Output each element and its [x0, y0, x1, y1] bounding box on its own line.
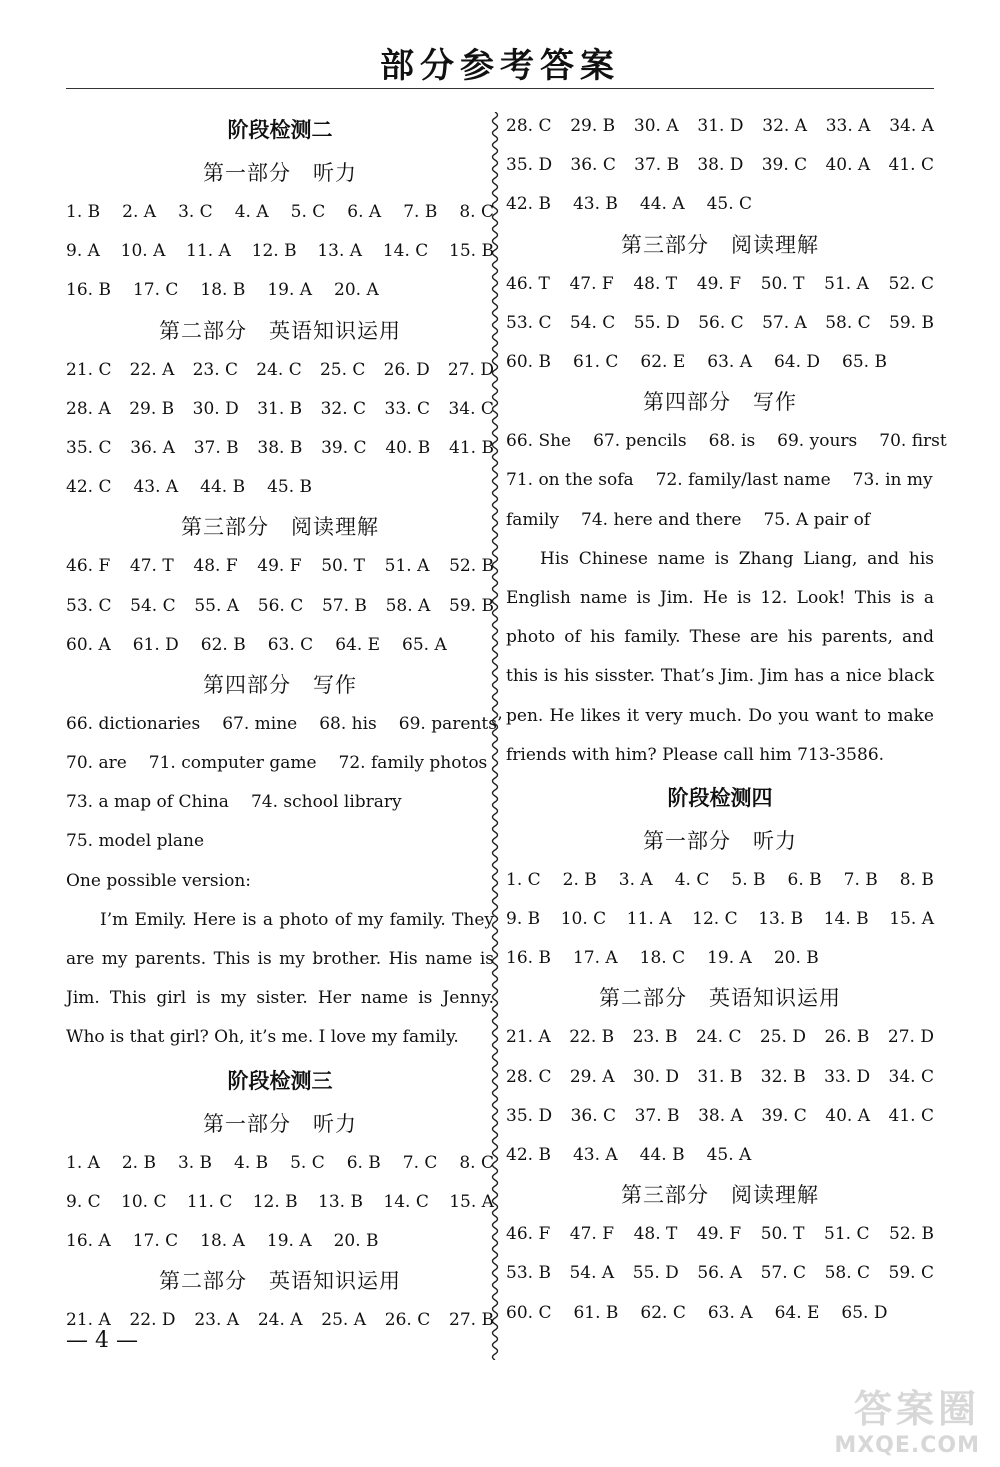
answer-item: 53. C — [66, 595, 112, 616]
answer-item: 1. A — [66, 1152, 100, 1173]
answer-item: 12. B — [251, 241, 297, 262]
answer-item: 58. C — [824, 1263, 871, 1284]
answer-item: 23. B — [632, 1027, 678, 1048]
answer-item: 36. C — [570, 1105, 617, 1126]
answer-item: 45. A — [706, 1145, 752, 1166]
answer-item: 38. D — [697, 155, 744, 176]
answer-item: 35. D — [506, 1105, 553, 1126]
answer-item: 20. B — [333, 1231, 379, 1252]
answer-item: 2. B — [562, 869, 597, 890]
answer-row — [66, 1222, 494, 1261]
answer-item: 65. D — [841, 1302, 888, 1323]
answer-item: 55. A — [194, 595, 240, 616]
answer-item: 11. A — [626, 909, 672, 930]
answer-item: 3. B — [177, 1152, 213, 1173]
answer-item: 19. A — [266, 1231, 312, 1252]
answer-item: 67. pencils — [593, 431, 687, 452]
answer-item: 62. E — [640, 351, 686, 372]
answer-row — [66, 232, 494, 271]
answer-row — [506, 1058, 934, 1097]
answer-item: 3. C — [178, 202, 213, 222]
answer-item: 30. D — [192, 398, 239, 419]
answer-item: 55. D — [633, 312, 680, 333]
answer-item: 40. A — [825, 1105, 871, 1126]
answer-row — [66, 822, 494, 861]
watermark-logo — [810, 1378, 980, 1463]
answer-item: 24. A — [257, 1310, 303, 1331]
answer-item: 28. C — [506, 1066, 552, 1087]
answer-item: 17. C — [132, 1231, 179, 1252]
answer-row — [66, 705, 503, 744]
answer-item: 40. A — [825, 155, 871, 176]
answer-item: 56. C — [698, 312, 744, 333]
answer-item: 32. A — [762, 116, 807, 136]
answer-item: 38. A — [698, 1105, 743, 1126]
answer-item: 42. B — [506, 1145, 551, 1166]
answer-item: 42. C — [66, 477, 112, 498]
answer-row — [66, 587, 494, 626]
answer-item: 55. D — [632, 1263, 679, 1284]
answer-item: 34. C — [888, 1066, 934, 1087]
answer-item: 56. A — [697, 1263, 743, 1284]
answer-row — [506, 1215, 934, 1254]
answer-item: 31. D — [697, 116, 744, 136]
answer-item: 39. C — [321, 437, 367, 458]
answer-item: 1. B — [66, 202, 101, 222]
answer-item: 26. D — [383, 359, 430, 380]
answer-item: 15. A — [449, 1191, 494, 1212]
answer-item: 46. F — [506, 1224, 551, 1245]
part-title-reading: 第三部分 阅读理解 — [621, 232, 819, 257]
answer-item: family — [506, 509, 560, 530]
answer-row — [506, 422, 947, 461]
answer-row — [66, 193, 494, 232]
answer-item: 45. B — [267, 477, 313, 498]
answer-item: 73. in my — [852, 470, 933, 491]
answer-item: 44. A — [639, 194, 685, 215]
answer-item: 10. A — [120, 241, 166, 262]
answer-item: 59. C — [888, 1263, 934, 1284]
answer-item: 68. is — [708, 431, 756, 452]
answer-item: 75. model plane — [66, 831, 205, 852]
answer-item: 12. C — [692, 909, 738, 930]
answer-item: 20. A — [334, 280, 379, 301]
answer-item: 11. C — [186, 1191, 233, 1212]
answer-item: 32. C — [320, 398, 367, 419]
answer-item: 63. A — [707, 1302, 753, 1323]
answer-item: 18. C — [639, 948, 686, 969]
answer-item: 53. C — [506, 312, 552, 333]
answer-item: 3. A — [618, 869, 653, 890]
answer-item: 60. B — [506, 351, 551, 372]
answer-item: 48. T — [633, 273, 678, 294]
answer-item: 2. B — [121, 1152, 156, 1173]
answer-item: 4. A — [234, 202, 269, 222]
answer-row — [506, 1097, 934, 1136]
answer-item: 9. B — [506, 909, 541, 930]
part-title-reading: 第三部分 阅读理解 — [621, 1183, 819, 1208]
answer-item: 41. C — [888, 155, 934, 176]
answer-item: 54. C — [569, 312, 616, 333]
answer-item: 61. D — [132, 634, 179, 655]
answer-item: 6. B — [346, 1152, 381, 1173]
answer-item: 15. A — [889, 909, 934, 930]
title-rule — [66, 88, 934, 89]
answer-item: 43. B — [572, 194, 618, 215]
answer-item: 33. C — [384, 398, 430, 419]
answer-item: 40. B — [385, 437, 431, 458]
answer-item: 39. C — [761, 1105, 807, 1126]
answer-item: 27. D — [887, 1027, 934, 1048]
answer-item: 57. B — [321, 595, 367, 616]
answer-item: 29. A — [569, 1066, 615, 1087]
answer-item: 52. C — [888, 273, 934, 294]
answer-item: 56. C — [257, 595, 304, 616]
answer-row — [66, 468, 494, 507]
part-title-language-use: 第二部分 英语知识运用 — [159, 318, 401, 343]
answer-item: 7. C — [402, 1152, 438, 1173]
answer-item: 19. A — [267, 280, 313, 301]
answer-item: 41. B — [449, 437, 494, 458]
answer-item: 33. A — [825, 116, 871, 136]
answer-row — [506, 939, 934, 978]
answer-item: 13. B — [318, 1191, 363, 1212]
answer-item: 19. A — [707, 948, 752, 969]
answer-item: 65. B — [842, 351, 887, 372]
answer-item: 27. B — [449, 1310, 494, 1331]
answer-item: 65. A — [402, 634, 447, 655]
answer-item: 9. A — [66, 241, 100, 262]
answer-item: 54. C — [130, 595, 176, 616]
answer-item: 22. D — [129, 1310, 176, 1331]
answer-item: 14. B — [823, 909, 869, 930]
answer-item: 64. E — [774, 1302, 820, 1323]
answer-item: 48. T — [633, 1224, 678, 1245]
answer-row — [506, 1136, 934, 1175]
answer-item: 70. are — [66, 753, 127, 774]
left-column — [66, 107, 503, 1340]
part-title-language-use: 第二部分 英语知识运用 — [159, 1269, 401, 1294]
answer-row — [506, 900, 934, 939]
answer-row — [506, 304, 934, 343]
answer-item: 57. A — [762, 312, 807, 333]
answer-item: 46. F — [66, 556, 111, 577]
answer-item: 7. B — [403, 202, 438, 222]
answer-item: 51. A — [824, 273, 869, 294]
answer-item: 5. C — [290, 202, 326, 222]
answer-item: 43. A — [133, 477, 179, 498]
answer-item: 75. A pair of — [763, 509, 871, 530]
answer-row — [66, 390, 494, 429]
answer-item: 31. B — [697, 1066, 743, 1087]
part-title-listening: 第一部分 听力 — [643, 828, 797, 853]
answer-item: 35. C — [66, 437, 112, 458]
answer-item: 21. C — [66, 359, 112, 380]
answer-row — [66, 351, 494, 390]
answer-row — [506, 185, 934, 224]
answer-item: 43. A — [572, 1145, 618, 1166]
answer-item: 62. C — [640, 1302, 686, 1323]
answer-item: 34. A — [889, 116, 934, 136]
answer-item: 44. B — [200, 477, 246, 498]
answer-item: 28. A — [66, 398, 111, 419]
answer-item: 52. B — [449, 556, 494, 577]
answer-item: 10. C — [560, 909, 607, 930]
answer-item: 47. T — [129, 556, 174, 577]
answer-item: 59. B — [449, 595, 494, 616]
answer-item: 14. C — [382, 241, 429, 262]
section-title-stage-4: 阶段检测四 — [667, 785, 773, 810]
answer-row — [66, 1144, 494, 1183]
answer-item: 39. C — [761, 155, 808, 176]
answer-item: 26. C — [384, 1310, 431, 1331]
answer-row — [506, 343, 934, 382]
answer-item: 4. B — [234, 1152, 269, 1173]
watermark-url: MXQE.COM — [834, 1433, 980, 1458]
answer-item: 63. C — [267, 634, 314, 655]
answer-item: 2. A — [122, 202, 157, 222]
answer-item: 49. F — [257, 556, 302, 577]
answer-item: 17. C — [132, 280, 179, 301]
answer-item: 12. B — [252, 1191, 298, 1212]
answer-item: 53. B — [506, 1263, 551, 1284]
answer-item: 16. A — [66, 1231, 111, 1252]
answer-item: 47. F — [569, 1224, 615, 1245]
answer-item: 8. C — [459, 202, 494, 222]
answer-row — [506, 265, 934, 304]
answer-item: 50. T — [760, 1224, 805, 1245]
answer-item: 21. A — [506, 1027, 551, 1048]
answer-item: 6. B — [787, 869, 822, 890]
answer-item: 15. B — [449, 241, 494, 262]
answer-item: 25. C — [319, 359, 366, 380]
answer-item: 4. C — [674, 869, 710, 890]
answer-item: 66. She — [506, 431, 572, 452]
answer-item: 5. C — [290, 1152, 325, 1173]
answer-item: 69. parents’ — [398, 713, 503, 734]
answer-item: 30. D — [632, 1066, 680, 1087]
answer-row — [66, 271, 494, 310]
answer-item: 50. T — [760, 273, 805, 294]
answer-item: 22. A — [129, 359, 175, 380]
answer-item: 61. C — [572, 351, 619, 372]
answer-item: 49. F — [696, 273, 742, 294]
answer-item: 14. C — [383, 1191, 429, 1212]
answer-row — [506, 146, 934, 185]
answer-item: 23. A — [194, 1310, 240, 1331]
answer-item: 72. family/last name — [655, 470, 831, 491]
answer-item: 74. here and there — [581, 509, 742, 530]
answer-item: 38. B — [257, 437, 303, 458]
answer-item: 73. a map of China — [66, 792, 229, 813]
answer-item: 60. A — [66, 634, 111, 655]
answer-item: 64. D — [773, 351, 821, 372]
answer-item: 59. B — [889, 312, 934, 333]
answer-item: 21. A — [66, 1310, 111, 1331]
answer-row — [66, 547, 494, 586]
answer-item: 71. computer game — [148, 753, 317, 774]
answer-item: 8. B — [899, 869, 934, 890]
answer-row — [506, 1294, 934, 1333]
answer-item: 72. family photos — [338, 753, 488, 774]
answer-row — [506, 1254, 934, 1293]
answer-row — [506, 461, 934, 500]
answer-item: 29. B — [129, 398, 175, 419]
page-number: — 4 — — [66, 1328, 138, 1353]
answer-item: 51. A — [384, 556, 430, 577]
answer-item: 62. B — [200, 634, 246, 655]
answer-row — [66, 744, 494, 783]
answer-row — [66, 626, 494, 665]
page-title: 部分参考答案 — [380, 46, 620, 86]
answer-item: 17. A — [572, 948, 618, 969]
answer-item: 42. B — [506, 194, 551, 215]
answer-item: 46. T — [506, 273, 550, 294]
answer-item: 58. C — [825, 312, 871, 333]
answer-item: 57. C — [760, 1263, 807, 1284]
right-column — [506, 107, 947, 1333]
answer-item: 22. B — [569, 1027, 615, 1048]
answer-item: 6. A — [347, 202, 382, 222]
answer-item: 58. A — [385, 595, 431, 616]
answer-row — [506, 107, 934, 146]
answer-item: 69. yours — [777, 431, 858, 452]
answer-item: 30. A — [633, 116, 679, 136]
answer-item: 24. C — [696, 1027, 742, 1048]
answer-item: 67. mine — [222, 713, 298, 734]
part-title-language-use: 第二部分 英语知识运用 — [599, 986, 841, 1011]
answer-item: 64. E — [335, 634, 381, 655]
answer-item: 37. B — [193, 437, 239, 458]
answer-item: 5. B — [731, 869, 766, 890]
answer-item: 68. his — [319, 713, 377, 734]
sample-essay: I’m Emily. Here is a photo of my family. They are my parents. This is my brother. His name is Jim. This girl is my sister. Her name is Jenny. Who is that girl? Oh, it’s me. I love my family. — [66, 909, 494, 1048]
answer-row — [66, 429, 494, 468]
answer-item: 71. on the sofa — [506, 470, 634, 491]
answer-item: 13. A — [317, 241, 363, 262]
part-title-writing: 第四部分 写作 — [203, 672, 357, 697]
answer-item: 18. A — [200, 1231, 245, 1252]
answer-item: 51. C — [824, 1224, 870, 1245]
answer-item: 47. F — [569, 273, 614, 294]
answer-item: 41. C — [888, 1105, 934, 1126]
sample-essay: His Chinese name is Zhang Liang, and his English name is Jim. He is 12. Look! This is a photo of his family. These are his parents, and this is his sisster. That’s Jim. Jim has a nice black pen. He likes it very much. Do you want to make friends with him? Please call him 713-3586. — [506, 548, 934, 765]
answer-item: 37. B — [634, 155, 680, 176]
answer-item: 29. B — [570, 116, 616, 136]
answer-item: 37. B — [634, 1105, 680, 1126]
answer-item: 23. C — [192, 359, 239, 380]
answer-item: 70. first — [879, 431, 947, 452]
answer-item: 35. D — [506, 155, 553, 176]
answer-item: 36. C — [570, 155, 616, 176]
answer-item: 34. C — [448, 398, 494, 419]
answer-item: 45. C — [706, 194, 753, 215]
answer-item: 28. C — [506, 116, 552, 136]
answer-item: 49. F — [696, 1224, 742, 1245]
answer-item: 48. F — [193, 556, 238, 577]
answer-row — [66, 1183, 494, 1222]
answer-item: 7. B — [843, 869, 878, 890]
answer-item: 25. A — [321, 1310, 367, 1331]
answer-item: 10. C — [121, 1191, 167, 1212]
answer-item: 33. D — [824, 1066, 871, 1087]
answer-item: 26. B — [824, 1027, 870, 1048]
answer-item: 50. T — [321, 556, 365, 577]
answer-item: 60. C — [506, 1302, 552, 1323]
answer-item: 20. B — [773, 948, 819, 969]
answer-item: 16. B — [66, 280, 111, 301]
answer-item: 36. A — [130, 437, 175, 458]
answer-item: 9. C — [66, 1191, 101, 1212]
answer-item: 16. B — [506, 948, 551, 969]
answer-item: 44. B — [639, 1145, 685, 1166]
part-title-writing: 第四部分 写作 — [643, 390, 797, 415]
watermark-text: 答案圈 — [853, 1387, 980, 1431]
answer-row — [506, 861, 934, 900]
answer-item: 27. D — [447, 359, 494, 380]
answer-item: 31. B — [257, 398, 303, 419]
version-label: One possible version: — [66, 870, 251, 891]
answer-item: 52. B — [889, 1224, 934, 1245]
section-title-stage-2: 阶段检测二 — [227, 118, 333, 142]
answer-item: 1. C — [506, 869, 541, 890]
answer-item: 11. A — [186, 241, 231, 262]
answer-item: 25. D — [759, 1027, 806, 1048]
answer-item: 61. B — [573, 1302, 619, 1323]
answer-item: 74. school library — [250, 792, 402, 813]
answer-item: 54. A — [569, 1263, 615, 1284]
answer-row — [506, 1018, 934, 1057]
answer-item: 32. B — [760, 1066, 806, 1087]
part-title-listening: 第一部分 听力 — [203, 161, 357, 185]
answer-item: 18. B — [200, 280, 246, 301]
answer-item: 13. B — [758, 909, 804, 930]
answer-row — [506, 501, 934, 540]
section-title-stage-3: 阶段检测三 — [227, 1068, 333, 1093]
part-title-reading: 第三部分 阅读理解 — [181, 515, 379, 540]
answer-item: 8. C — [459, 1152, 494, 1173]
answer-row — [66, 783, 494, 822]
answer-item: 63. A — [707, 351, 752, 372]
part-title-listening: 第一部分 听力 — [203, 1111, 357, 1136]
answer-item: 24. C — [256, 359, 302, 380]
answer-item: 66. dictionaries — [66, 713, 201, 734]
